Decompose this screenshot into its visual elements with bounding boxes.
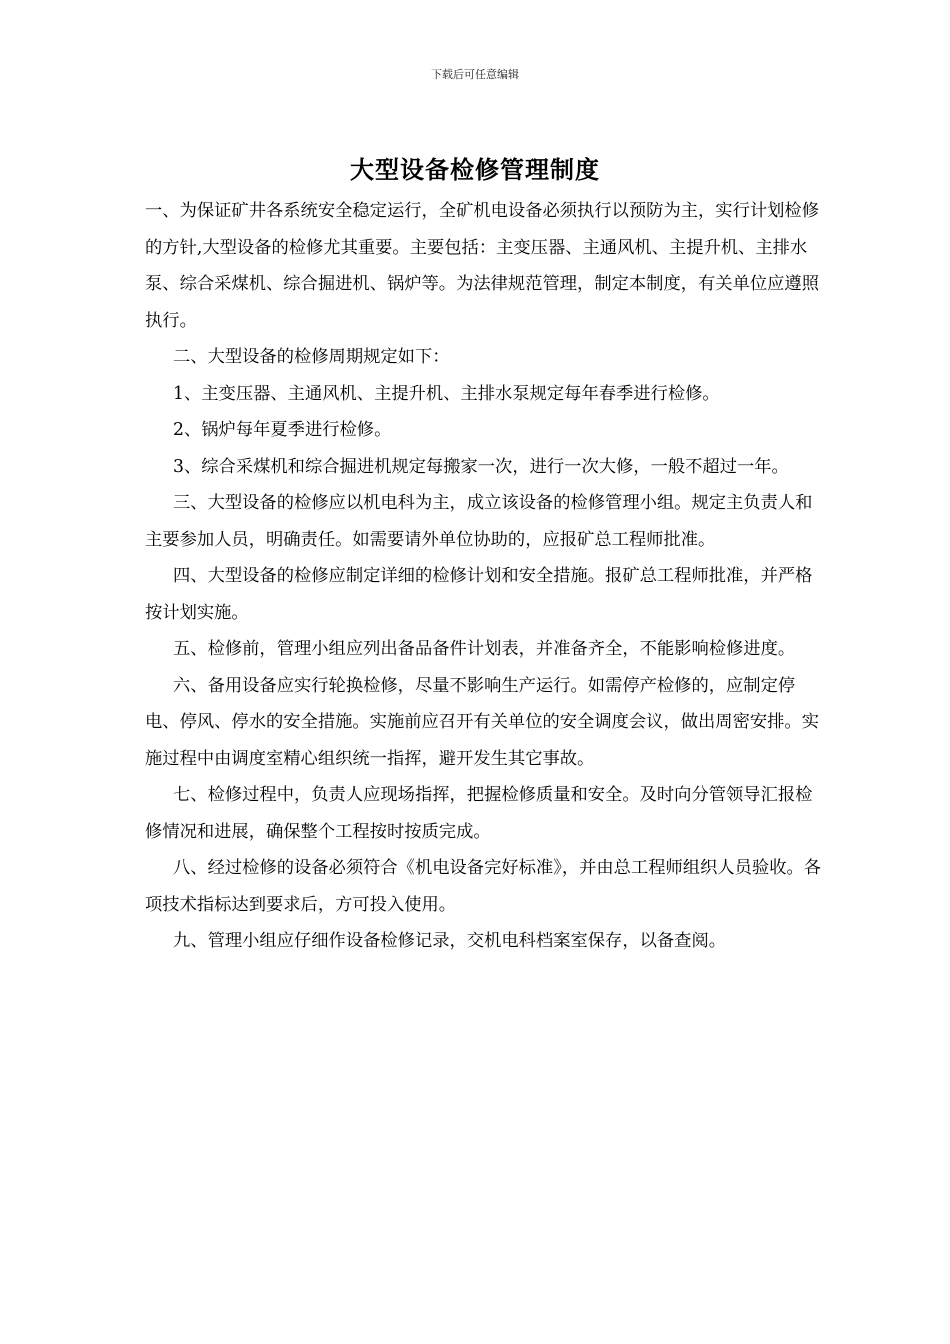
paragraph-8: 五、检修前，管理小组应列出备品备件计划表，并准备齐全，不能影响检修进度。 bbox=[173, 639, 796, 659]
paragraph-10: 七、检修过程中，负责人应现场指挥，把握检修质量和安全。及时向分管领导汇报检修情况和进展，确保整个工程按时按质完成。 bbox=[145, 785, 813, 842]
paragraph-2: 二、大型设备的检修周期规定如下： bbox=[173, 347, 450, 367]
paragraph-1: 一、为保证矿井各系统安全稳定运行，全矿机电设备必须执行以预防为主，实行计划检修的方针,大型设备的检修尤其重要。主要包括：主变压器、主通风机、主提升机、主排水泵、综合采煤机、综合掘进机、锅炉等。为法律规范管理，制定本制度，有关单位应遵照执行。 bbox=[145, 201, 819, 331]
paragraph-9: 六、备用设备应实行轮换检修，尽量不影响生产运行。如需停产检修的，应制定停电、停风、停水的安全措施。实施前应召开有关单位的安全调度会议，做出周密安排。实施过程中由调度室精心组织统一指挥，避开发生其它事故。 bbox=[145, 675, 819, 769]
header-note: 下载后可任意编辑 bbox=[431, 68, 519, 81]
paragraph-6: 三、大型设备的检修应以机电科为主，成立该设备的检修管理小组。规定主负责人和主要参加人员，明确责任。如需要请外单位协助的，应报矿总工程师批准。 bbox=[145, 493, 813, 550]
page-title: 大型设备检修管理制度 bbox=[350, 155, 600, 184]
paragraph-5: 3、综合采煤机和综合掘进机规定每搬家一次，进行一次大修，一般不超过一年。 bbox=[173, 456, 789, 477]
paragraph-3: 1、主变压器、主通风机、主提升机、主排水泵规定每年春季进行检修。 bbox=[173, 383, 720, 404]
paragraph-7: 四、大型设备的检修应制定详细的检修计划和安全措施。报矿总工程师批准，并严格按计划实施。 bbox=[145, 566, 813, 623]
paragraph-12: 九、管理小组应仔细作设备检修记录，交机电科档案室保存，以备查阅。 bbox=[173, 931, 727, 951]
paragraph-4: 2、锅炉每年夏季进行检修。 bbox=[173, 420, 392, 440]
document-body bbox=[145, 193, 825, 960]
paragraph-11: 八、经过检修的设备必须符合《机电设备完好标准》，并由总工程师组织人员验收。各项技术指标达到要求后，方可投入使用。 bbox=[145, 858, 822, 915]
